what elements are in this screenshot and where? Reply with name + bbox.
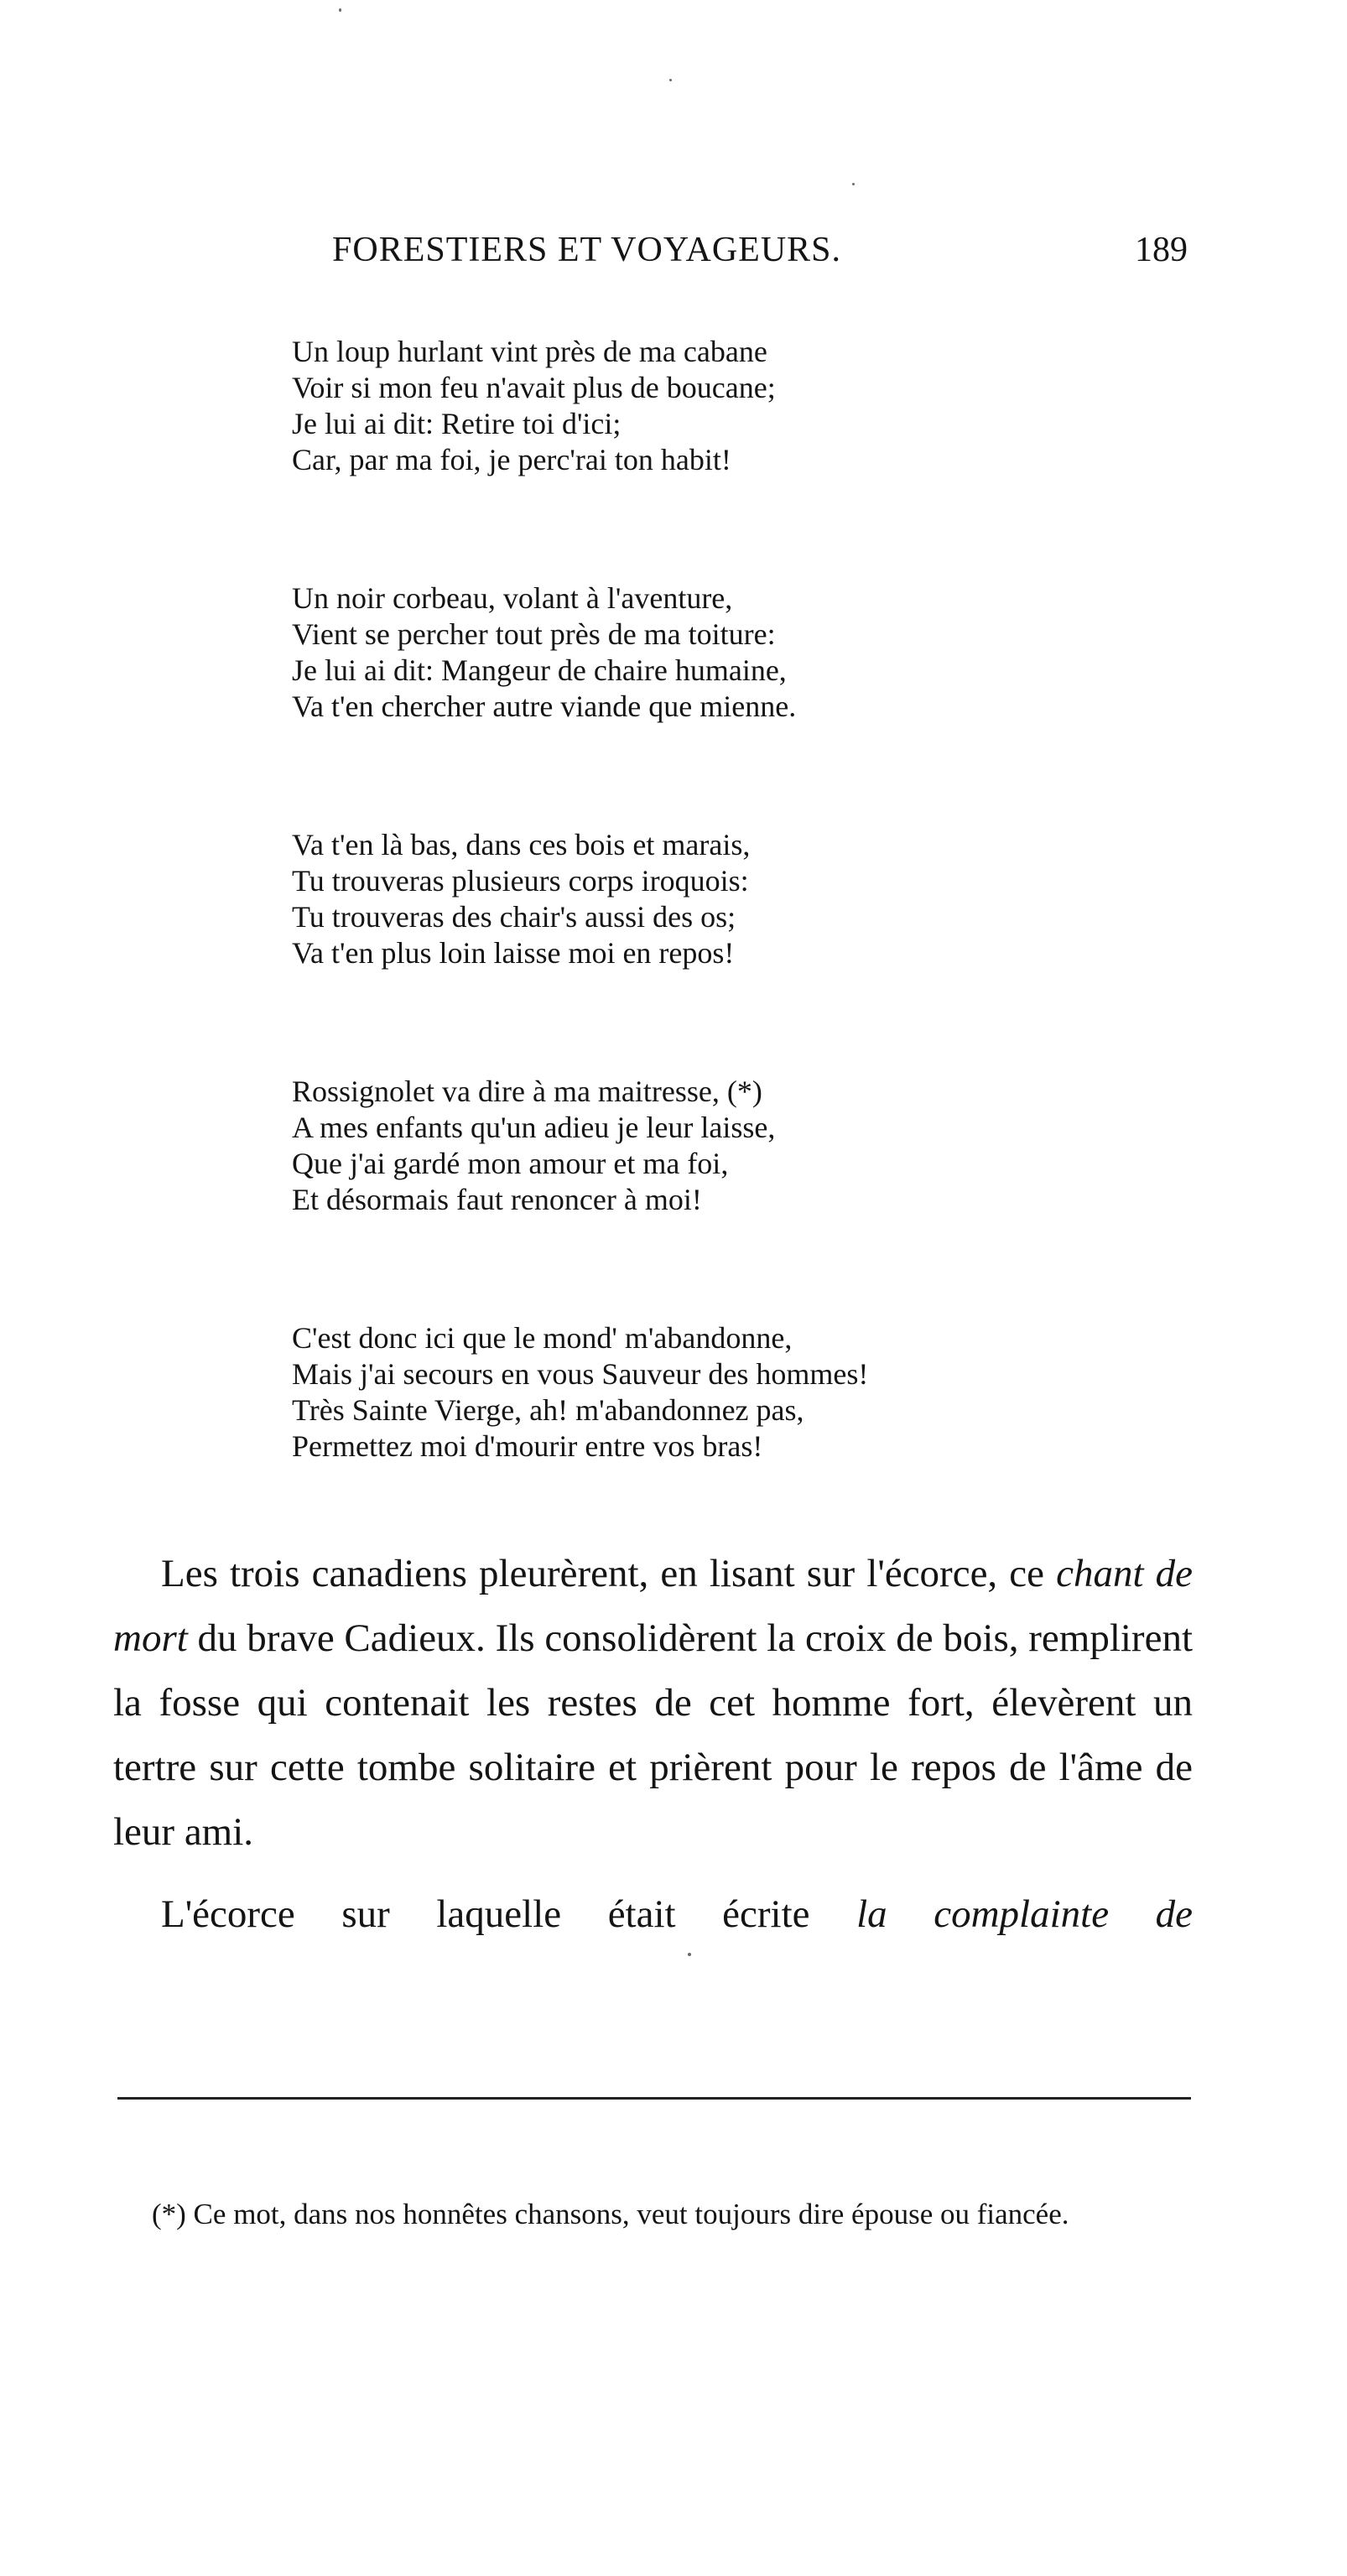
poem-line: Permettez moi d'mourir entre vos bras! xyxy=(292,1429,763,1463)
footnote xyxy=(113,2195,1193,2233)
poem-line: Va t'en là bas, dans ces bois et marais, xyxy=(292,828,751,861)
poem-lament xyxy=(292,334,1114,1465)
poem-line: Car, par ma foi, je perc'rai ton habit! xyxy=(292,443,731,476)
poem-line: Voir si mon feu n'avait plus de boucane; xyxy=(292,371,776,404)
prose-text: du brave Cadieux. Ils consolidèrent la croix de bois, remplirent la fosse qui contenait les restes de cet homme fort, élevèrent un tertre sur cette tombe solitaire et prièrent pour le repos de l'âme de leur ami. xyxy=(113,1616,1193,1854)
poem-line: Tu trouveras plusieurs corps iroquois: xyxy=(292,864,749,898)
print-speck xyxy=(852,183,855,185)
poem-line: Vient se percher tout près de ma toiture: xyxy=(292,617,776,651)
poem-line: Je lui ai dit: Mangeur de chaire humaine, xyxy=(292,653,787,687)
prose-paragraph xyxy=(113,1882,1193,1947)
poem-line: Va t'en plus loin laisse moi en repos! xyxy=(292,936,735,970)
print-speck xyxy=(339,8,341,12)
poem-line: C'est donc ici que le mond' m'abandonne, xyxy=(292,1321,793,1355)
poem-line: Un loup hurlant vint près de ma cabane xyxy=(292,335,767,368)
poem-stanza xyxy=(292,334,1114,478)
print-speck xyxy=(669,79,672,81)
poem-line: A mes enfants qu'un adieu je leur laisse, xyxy=(292,1111,776,1144)
poem-stanza xyxy=(292,1074,1114,1218)
prose-text: L'écorce sur laquelle était écrite xyxy=(161,1892,857,1936)
running-title: FORESTIERS ET VOYAGEURS. xyxy=(332,231,842,269)
prose-body xyxy=(113,1542,1193,1947)
poem-line: Que j'ai gardé mon amour et ma foi, xyxy=(292,1147,729,1180)
poem-line: Va t'en chercher autre viande que mienne. xyxy=(292,690,797,723)
poem-stanza xyxy=(292,1320,1114,1465)
footnote-text: (*) Ce mot, dans nos honnêtes chansons, veut toujours dire épouse ou fiancée. xyxy=(152,2198,1069,2230)
print-speck xyxy=(688,1953,691,1956)
poem-stanza xyxy=(292,580,1114,725)
prose-paragraph xyxy=(113,1542,1193,1865)
footnote-rule xyxy=(117,2097,1191,2100)
poem-line: Un noir corbeau, volant à l'aventure, xyxy=(292,581,733,615)
page-header xyxy=(332,230,1188,272)
poem-line: Je lui ai dit: Retire toi d'ici; xyxy=(292,407,621,440)
poem-line: Rossignolet va dire à ma maitresse, (*) xyxy=(292,1075,762,1108)
poem-line: Mais j'ai secours en vous Sauveur des hommes! xyxy=(292,1357,869,1391)
page-number: 189 xyxy=(1135,231,1188,269)
poem-line: Tu trouveras des chair's aussi des os; xyxy=(292,900,736,934)
prose-italic: chant de mort xyxy=(113,1552,1194,1660)
prose-text: Les trois canadiens pleurèrent, en lisant sur l'écorce, ce xyxy=(161,1552,1057,1595)
poem-line: Et désormais faut renoncer à moi! xyxy=(292,1183,702,1216)
poem-stanza xyxy=(292,827,1114,971)
poem-line: Très Sainte Vierge, ah! m'abandonnez pas, xyxy=(292,1393,804,1427)
prose-italic: la complainte de xyxy=(856,1892,1193,1936)
